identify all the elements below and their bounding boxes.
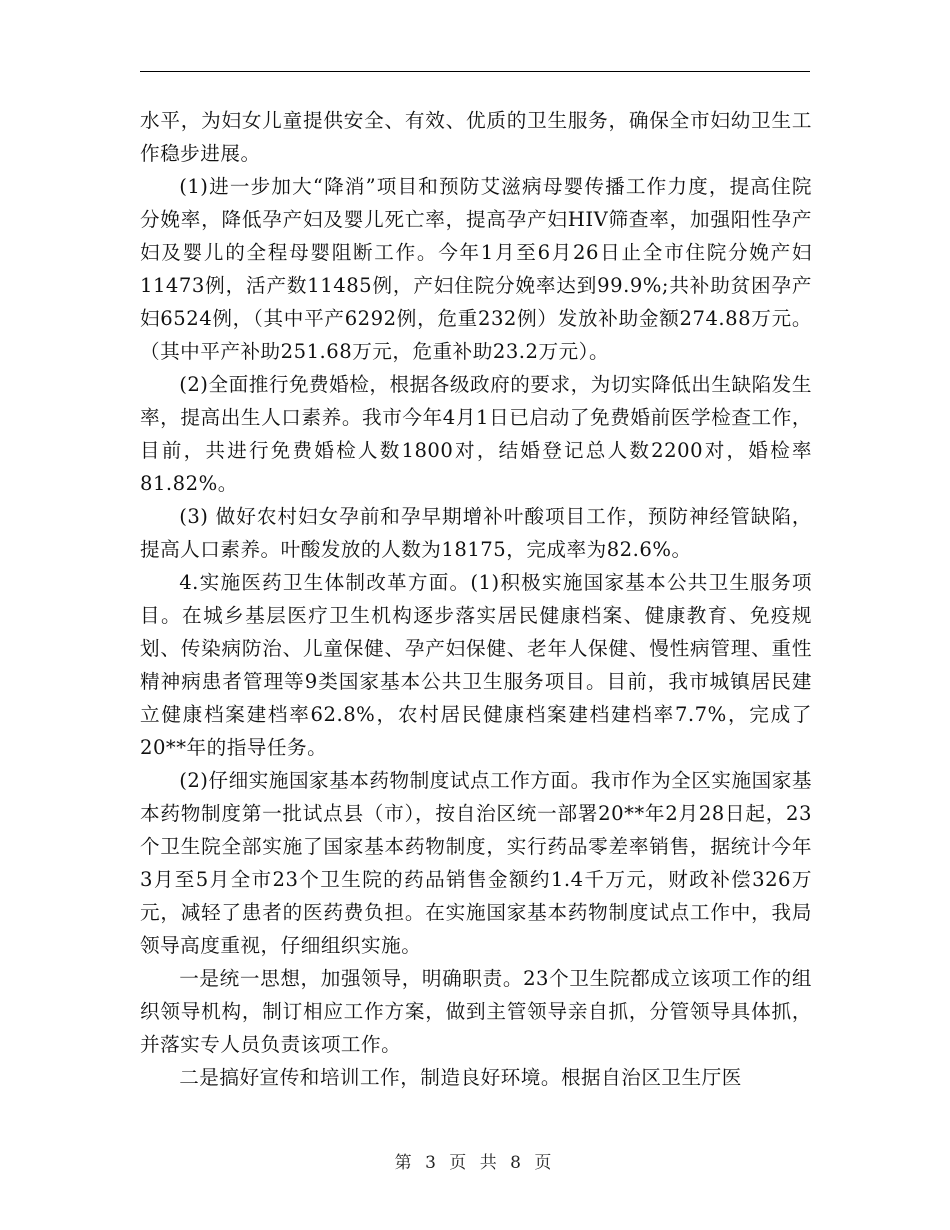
paragraph-item-3: (3) 做好农村妇女孕前和孕早期增补叶酸项目工作，预防神经管缺陷，提高人口素养。叶酸发放的人数为18175，完成率为82.6%。 [140, 505, 812, 561]
paragraph-point-one: 一是统一思想，加强领导，明确职责。23个卫生院都成立该项工作的组织领导机构，制订相应工作方案，做到主管领导亲自抓，分管领导具体抓，并落实专人员负责该项工作。 [140, 967, 812, 1056]
paragraph-continuation: 水平，为妇女儿童提供安全、有效、优质的卫生服务，确保全市妇幼卫生工作稳步进展。 [140, 109, 812, 165]
paragraph-point-two: 二是搞好宣传和培训工作，制造良好环境。根据自治区卫生厅医 [179, 1066, 742, 1089]
page-number-footer: 第 3 页 共 8 页 [394, 1153, 556, 1173]
body-text [140, 104, 812, 1094]
paragraph-item-1: (1)进一步加大“降消”项目和预防艾滋病母婴传播工作力度，提高住院分娩率，降低孕产妇及婴儿死亡率，提高孕产妇HIV筛查率，加强阳性孕产妇及婴儿的全程母婴阻断工作。今年1月至6月26日止全市住院分娩产妇11473例，活产数11485例，产妇住院分娩率达到99.9%;共补助贫困孕产妇6524例，（其中平产6292例，危重232例）发放补助金额274.88万元。（其中平产补助251.68万元，危重补助23.2万元）。 [140, 175, 812, 363]
paragraph-drug-system: (2)仔细实施国家基本药物制度试点工作方面。我市作为全区实施国家基本药物制度第一批试点县（市），按自治区统一部署20**年2月28日起，23个卫生院全部实施了国家基本药物制度，实行药品零差率销售，据统计今年3月至5月全市23个卫生院的药品销售金额约1.4千万元，财政补偿326万元，减轻了患者的医药费负担。在实施国家基本药物制度试点工作中，我局领导高度重视，仔细组织实施。 [140, 769, 812, 957]
paragraph-item-2: (2)全面推行免费婚检，根据各级政府的要求，为切实降低出生缺陷发生率，提高出生人口素养。我市今年4月1日已启动了免费婚前医学检查工作，目前，共进行免费婚检人数1800对，结婚登记总人数2200对，婚检率81.82%。 [140, 373, 812, 495]
paragraph-section-4: 4.实施医药卫生体制改革方面。(1)积极实施国家基本公共卫生服务项目。在城乡基层医疗卫生机构逐步落实居民健康档案、健康教育、免疫规划、传染病防治、儿童保健、孕产妇保健、老年人保健、慢性病管理、重性精神病患者管理等9类国家基本公共卫生服务项目。目前，我市城镇居民建立健康档案建档率62.8%，农村居民健康档案建档建档率7.7%，完成了20**年的指导任务。 [140, 571, 812, 759]
header-rule [140, 71, 810, 72]
